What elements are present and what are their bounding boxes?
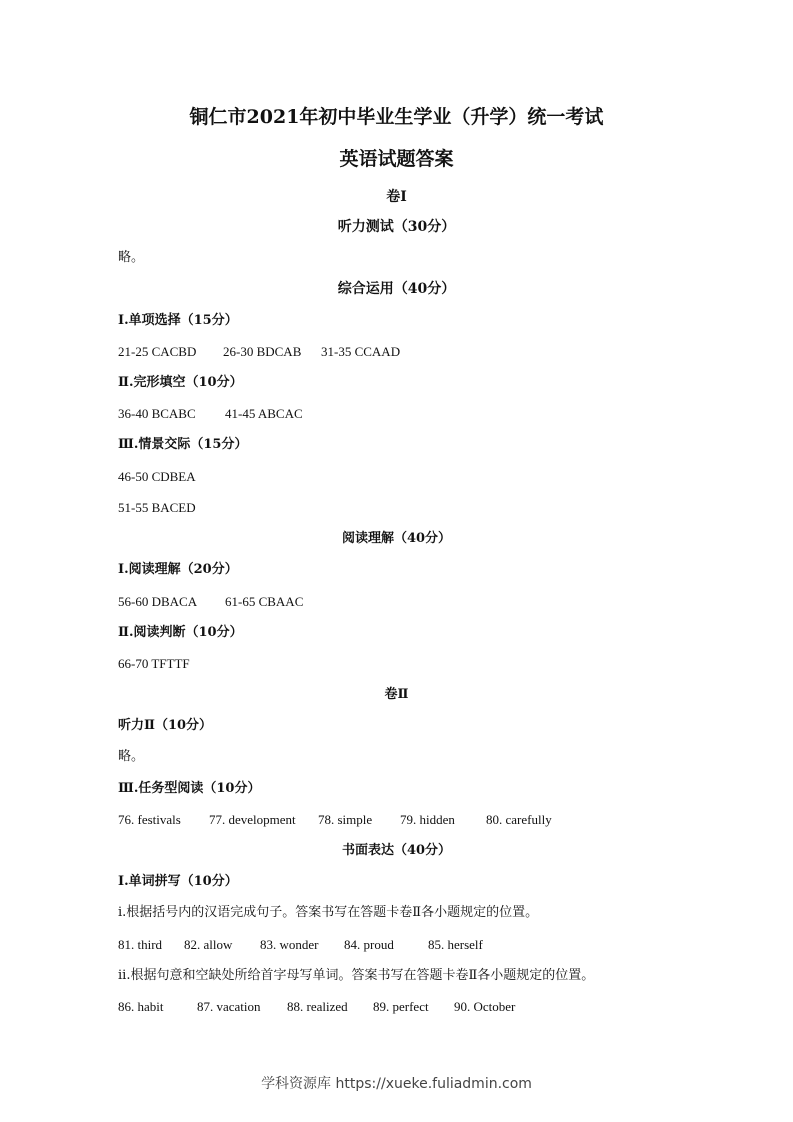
reading-comprehension-title: Ⅰ.阅读理解（20分） (118, 562, 238, 577)
task-reading-title: Ⅲ.任务型阅读（10分） (118, 781, 261, 796)
document-subtitle: 英语试题答案 (339, 148, 454, 170)
answer-group: 61-65 CBAAC (225, 594, 304, 609)
spelling-answers-1 (118, 938, 483, 951)
single-choice-title: Ⅰ.单项选择（15分） (118, 313, 238, 328)
answer-item: 83. wonder (260, 937, 319, 952)
answer-item: 82. allow (184, 937, 233, 952)
footer-watermark: 学科资源库 https://xueke.fuliadmin.com (261, 1076, 532, 1092)
reading-comprehension-answers (118, 595, 303, 608)
answer-item: 81. third (118, 937, 163, 952)
spelling-instruction-1: i.根据括号内的汉语完成句子。答案书写在答题卡卷Ⅱ各小题规定的位置。 (118, 905, 539, 920)
volume-2-label: 卷Ⅱ (384, 687, 409, 702)
answer-item: 79. hidden (400, 812, 455, 827)
spelling-title: Ⅰ.单词拼写（10分） (118, 874, 238, 889)
volume-1-label: 卷I (386, 189, 407, 205)
answer-item: 87. vacation (197, 999, 261, 1014)
reading-judgment-answers: 66-70 TFTTF (118, 656, 190, 671)
answer-item: 77. development (209, 812, 296, 827)
spelling-answers-2 (118, 1000, 515, 1013)
listening-content: 略。 (118, 250, 145, 265)
writing-heading: 书面表达（40分） (341, 843, 452, 858)
answer-group: 21-25 CACBD (118, 344, 197, 359)
reading-heading: 阅读理解（40分） (341, 531, 452, 546)
answer-item: 84. proud (344, 937, 394, 952)
answer-group: 26-30 BDCAB (223, 344, 302, 359)
spelling-instruction-2: ii.根据句意和空缺处所给首字母写单词。答案书写在答题卡卷Ⅱ各小题规定的位置。 (118, 968, 595, 983)
listening-heading: 听力测试（30分） (337, 219, 456, 235)
task-reading-answers (118, 813, 552, 826)
answer-group: 41-45 ABCAC (225, 406, 303, 421)
answer-item: 89. perfect (373, 999, 429, 1014)
answer-group: 56-60 DBACA (118, 594, 198, 609)
answer-item: 85. herself (428, 937, 483, 952)
reading-judgment-title: Ⅱ.阅读判断（10分） (118, 625, 243, 640)
answer-item: 78. simple (318, 812, 373, 827)
answer-item: 76. festivals (118, 812, 181, 827)
situational-answers-1: 46-50 CDBEA (118, 469, 196, 484)
document-title: 铜仁市2021年初中毕业生学业（升学）统一考试 (189, 106, 604, 128)
situational-dialogue-title: Ⅲ.情景交际（15分） (118, 437, 248, 452)
answer-group: 36-40 BCABC (118, 406, 196, 421)
comprehensive-heading: 综合运用（40分） (337, 281, 456, 297)
cloze-title: Ⅱ.完形填空（10分） (118, 375, 243, 390)
situational-answers-2: 51-55 BACED (118, 500, 196, 515)
answer-item: 80. carefully (486, 812, 552, 827)
cloze-answers (118, 407, 303, 420)
single-choice-answers (118, 345, 400, 358)
answer-item: 86. habit (118, 999, 164, 1014)
answer-group: 31-35 CCAAD (321, 344, 401, 359)
listening-2-heading: 听力Ⅱ（10分） (118, 718, 213, 733)
answer-item: 88. realized (287, 999, 348, 1014)
listening-2-content: 略。 (118, 749, 145, 764)
answer-item: 90. October (454, 999, 516, 1014)
